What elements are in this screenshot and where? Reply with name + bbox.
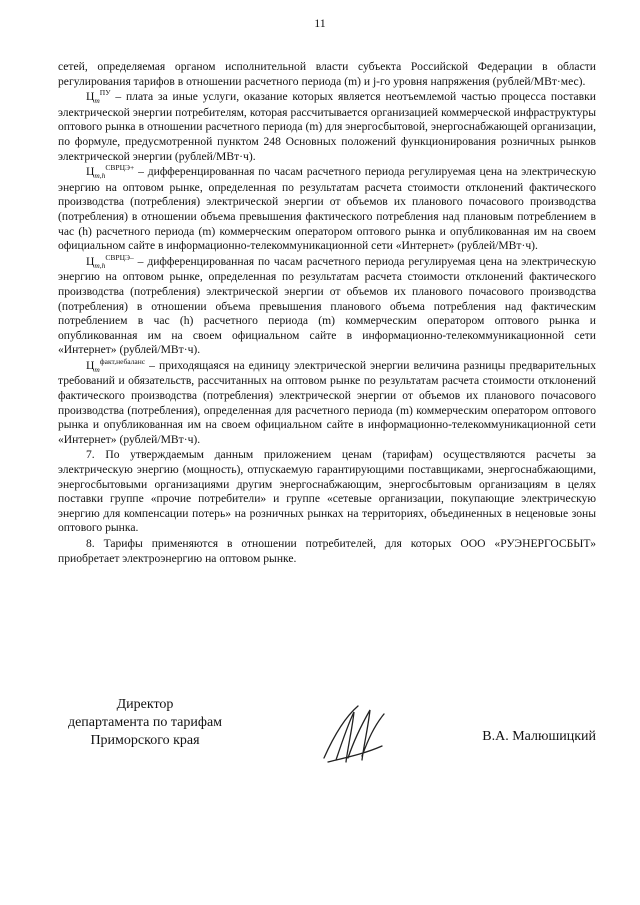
price-symbol: Ц: [86, 358, 95, 372]
symbol-subscript: m: [94, 96, 100, 106]
price-symbol: Ц: [86, 165, 95, 179]
signatory-name: В.А. Малюшицкий: [482, 729, 596, 744]
paragraph-3: [58, 165, 596, 254]
symbol-subscript: m,h: [94, 171, 106, 181]
symbol-superscript: СВРЦЭ–: [105, 252, 134, 262]
signatory-title-line-2: департамента по тарифам: [67, 715, 223, 730]
signatory-title-line-3: Приморского края: [90, 733, 200, 748]
paragraph-2: [58, 90, 596, 164]
paragraph-7: 8. Тарифы применяются в отношении потребителей, для которых ООО «РУЭНЕРГОСБЫТ» приобретает электроэнергию на оптовом рынке.: [58, 537, 596, 565]
symbol-superscript: ПУ: [99, 88, 111, 98]
paragraph-2-text: – плата за иные услуги, оказание которых является неотъемлемой частью процесса поставки электрической энергии потребителям, которая рассчитывается организацией коммерческой инфраструктуры оптового рынка в отношении расчетного периода (m) для энергосбытовой, энергоснабжающей организации, по формуле, предусмотренной пунктом 248 Основных положений функционирования розничных рынков электрической энергии (рублей/МВт·ч).: [58, 90, 596, 163]
paragraph-1: сетей, определяемая органом исполнительной власти субъекта Российской Федерации в области регулирования тарифов в отношении расчетного периода (m) и j-го уровня напряжения (рублей/МВт·мес).: [58, 60, 596, 88]
document-body: [58, 60, 596, 567]
price-symbol: Ц: [86, 90, 95, 104]
symbol-subscript: m,h: [94, 260, 106, 270]
signatory-title-line-1: Директор: [116, 697, 174, 712]
symbol-superscript: факт,небаланс: [99, 356, 146, 366]
paragraph-4-text: – дифференцированная по часам расчетного периода регулируемая цена на электрическую энергию на оптовом рынке, определенная по результатам расчета стоимости отклонений фактического производства (потребления) электрической энергии от объемов их планового почасового производства (потребления) в отношении объема превышения планового объема потребления над фактическим потреблением в час (h) расчетного периода (m) коммерческим оператором оптового рынка и опубликованная им на своем официальном сайте в информационно-телекоммуникационной сети «Интернет» (рублей/МВт·ч).: [58, 254, 596, 357]
paragraph-6: 7. По утверждаемым данным приложением ценам (тарифам) осуществляются расчеты за электрическую энергию (мощность), отпускаемую гарантирующими поставщиками, энергоснабжающими, энергосбытовыми организациями другим энергоснабжающим, энергосбытовым организациям в целях поставки группе «прочие потребители» и группе «сетевые организации, покупающие электрическую энергию для компенсации потерь» на розничных рынках на территориях, объединенных в неценовые зоны оптового рынка.: [58, 448, 596, 535]
page-number: 11: [314, 16, 326, 30]
paragraph-5-text: – приходящаяся на единицу электрической энергии величина разницы предварительных требований и обязательств, рассчитанных на оптовом рынке по результатам расчета стоимости отклонений фактического производства (потребления) электрической энергии от объемов их планового почасового производства (потребления), определенная для расчетного периода (m) коммерческим оператором оптового рынка и опубликованная им на своем официальном сайте в информационно-телекоммуникационной сети «Интернет» (рублей/МВт·ч).: [58, 358, 596, 446]
signatory-title: [60, 696, 230, 750]
symbol-superscript: СВРЦЭ+: [105, 163, 135, 173]
paragraph-4: [58, 252, 596, 358]
paragraph-5: [58, 356, 596, 448]
handwritten-signature: [318, 700, 390, 770]
symbol-subscript: m: [94, 364, 100, 374]
price-symbol: Ц: [86, 254, 95, 268]
paragraph-3-text: – дифференцированная по часам расчетного периода регулируемая цена на электрическую энергию на оптовом рынке, определенная по результатам расчета стоимости отклонений фактического производства (потребления) электрической энергии от объемов их планового почасового производства (потребления) в отношении объема превышения фактического потребления над плановым потреблением в час (h) расчетного периода (m) коммерческим оператором оптового рынка и опубликованная им на своем официальном сайте в информационно-телекоммуникационной сети «Интернет» (рублей/МВт·ч).: [58, 165, 596, 253]
